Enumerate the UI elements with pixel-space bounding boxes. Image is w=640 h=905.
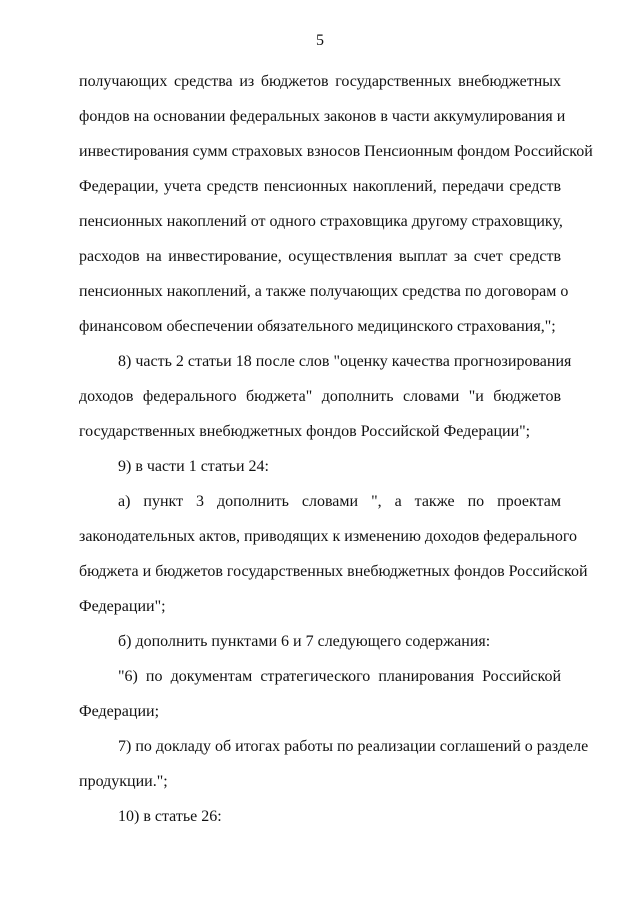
text-line: доходов федерального бюджета" дополнить словами "и бюджетов [79,388,561,405]
text-line: Федерации, учета средств пенсионных накоплений, передачи средств [79,178,561,195]
text-line: получающих средства из бюджетов государственных внебюджетных [79,73,561,90]
paragraph-start-line: 8) часть 2 статьи 18 после слов "оценку качества прогнозирования [118,353,572,370]
paragraph-start-line: 7) по докладу об итогах работы по реализации соглашений о разделе [118,738,589,755]
text-line: расходов на инвестирование, осуществления выплат за счет средств [79,248,561,265]
text-line: пенсионных накоплений, а также получающих средства по договорам о [79,283,569,300]
page-number: 5 [316,32,324,49]
text-line: законодательных актов, приводящих к изменению доходов федерального [79,528,578,545]
paragraph-start-line: б) дополнить пунктами 6 и 7 следующего содержания: [118,633,491,650]
paragraph-start-line: 9) в части 1 статьи 24: [118,458,269,475]
paragraph-start-line: а) пункт 3 дополнить словами ", а также по проектам [118,493,561,510]
text-line: Федерации"; [79,598,166,615]
paragraph-start-line: "6) по документам стратегического планирования Российской [118,668,561,685]
paragraph-start-line: 10) в статье 26: [118,808,222,825]
text-line: фондов на основании федеральных законов в части аккумулирования и [79,108,566,125]
text-line: финансовом обеспечении обязательного медицинского страхования,"; [79,318,556,335]
text-line: инвестирования сумм страховых взносов Пенсионным фондом Российской [79,143,593,160]
text-line: продукции."; [79,773,168,790]
text-line: бюджета и бюджетов государственных внебюджетных фондов Российской [79,563,588,580]
text-line: пенсионных накоплений от одного страховщика другому страховщику, [79,213,563,230]
text-line: Федерации; [79,703,160,720]
text-line: государственных внебюджетных фондов Российской Федерации"; [79,423,531,440]
